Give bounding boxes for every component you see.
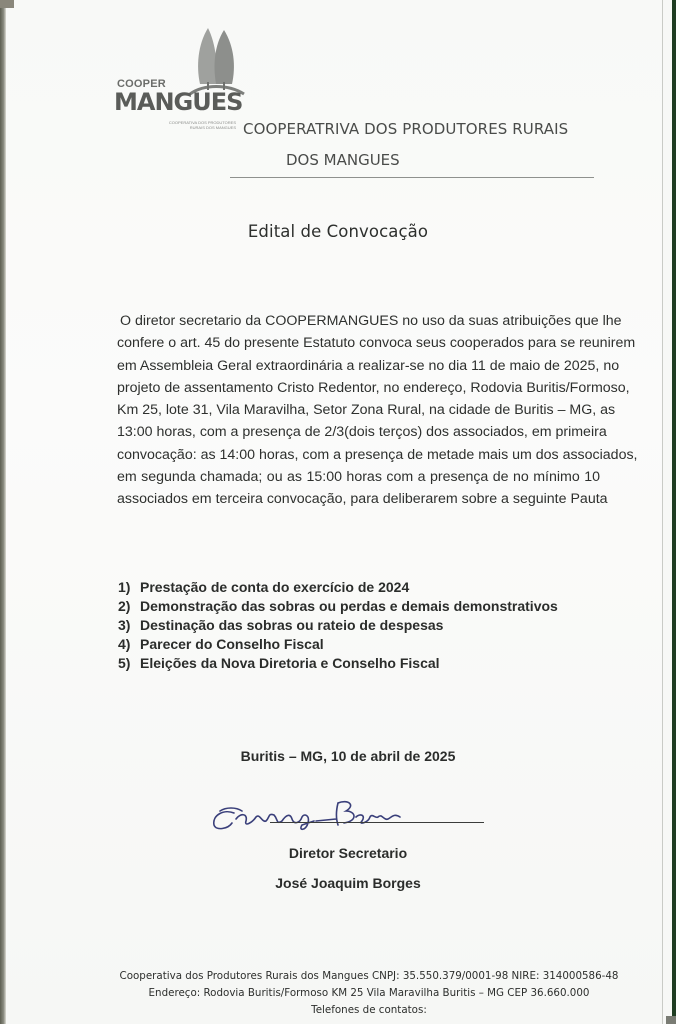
agenda-item xyxy=(118,597,558,616)
agenda-number: 2) xyxy=(118,598,131,614)
agenda-number: 1) xyxy=(118,579,131,595)
agenda-list xyxy=(118,578,558,673)
agenda-text: Parecer do Conselho Fiscal xyxy=(140,636,324,652)
agenda-item xyxy=(118,578,558,597)
signer-role: Diretor Secretario xyxy=(288,845,408,861)
logo-tagline xyxy=(166,120,236,130)
agenda-text: Demonstração das sobras ou perdas e demais demonstrativos xyxy=(140,598,558,614)
signature-line xyxy=(270,822,484,823)
footer-phones-line: Telefones de contatos: xyxy=(311,1004,427,1016)
body-line: Km 25, lote 31, Vila Maravilha, Setor Zona Rural, na cidade de Buritis – MG, as xyxy=(117,402,616,419)
logo-tagline-line1: COOPERATIVA DOS PRODUTORES xyxy=(168,120,236,125)
body-line: confere o art. 45 do presente Estatuto convoca seus cooperados para se reunirem xyxy=(117,335,636,352)
convocation-paragraph xyxy=(117,310,638,511)
left-corner-shadow xyxy=(0,0,14,8)
handwritten-signature-icon xyxy=(206,795,486,835)
right-page-edge xyxy=(672,0,676,1024)
body-line: em Assembleia Geral extraordinária a realizar-se no dia 11 de maio de 2025, no xyxy=(117,357,620,374)
header-divider xyxy=(230,177,594,178)
body-line: convocação: as 14:00 horas, com a presença de metade mais um dos associados, xyxy=(117,446,638,463)
agenda-number: 5) xyxy=(118,655,131,671)
agenda-number: 4) xyxy=(118,636,131,652)
body-line: O diretor secretario da COOPERMANGUES no uso da suas atribuições que lhe xyxy=(120,313,622,329)
footer-address-line: Endereço: Rodovia Buritis/Formoso KM 25 Vila Maravilha Buritis – MG CEP 36.660.000 xyxy=(148,987,590,999)
agenda-text: Eleições da Nova Diretoria e Conselho Fiscal xyxy=(140,655,440,671)
twin-trees-logo-icon xyxy=(186,26,246,96)
agenda-number: 3) xyxy=(118,617,131,633)
body-line: 13:00 horas, com a presença de 2/3(dois terços) dos associados, em primeira xyxy=(117,424,607,441)
signer-name: José Joaquim Borges xyxy=(275,875,421,891)
org-name-line2: DOS MANGUES xyxy=(286,151,400,169)
agenda-item xyxy=(118,616,558,635)
left-page-edge xyxy=(0,0,6,1024)
document-title: Edital de Convocação xyxy=(247,222,429,241)
agenda-text: Prestação de conta do exercício de 2024 xyxy=(140,579,410,595)
footer-cnpj-line: Cooperativa dos Produtores Rurais dos Mangues CNPJ: 35.550.379/0001-98 NIRE: 314000586-48 xyxy=(119,970,619,982)
body-line: em segunda chamada; ou as 15:00 horas com a presença de no mínimo 10 xyxy=(117,469,600,486)
footer xyxy=(0,968,676,1019)
org-name-line1: COOPERATRIVA DOS PRODUTORES RURAIS xyxy=(243,120,569,138)
body-line: projeto de assentamento Cristo Redentor, no endereço, Rodovia Buritis/Formoso, xyxy=(117,379,630,396)
agenda-item xyxy=(118,635,558,654)
logo-tagline-line2: RURAIS DOS MANGUES xyxy=(189,125,236,130)
bottom-corner-shadow xyxy=(666,1016,676,1024)
logo-cooper-text: COOPER xyxy=(117,78,166,90)
place-and-date: Buritis – MG, 10 de abril de 2025 xyxy=(240,748,456,764)
right-fold-line xyxy=(662,0,663,1024)
agenda-text: Destinação das sobras ou rateio de despesas xyxy=(140,617,444,633)
body-line: associados em terceira convocação, para deliberarem sobre a seguinte Pauta xyxy=(117,491,608,508)
agenda-item xyxy=(118,654,558,673)
logo-mangues-text: MANGUES xyxy=(114,88,243,116)
